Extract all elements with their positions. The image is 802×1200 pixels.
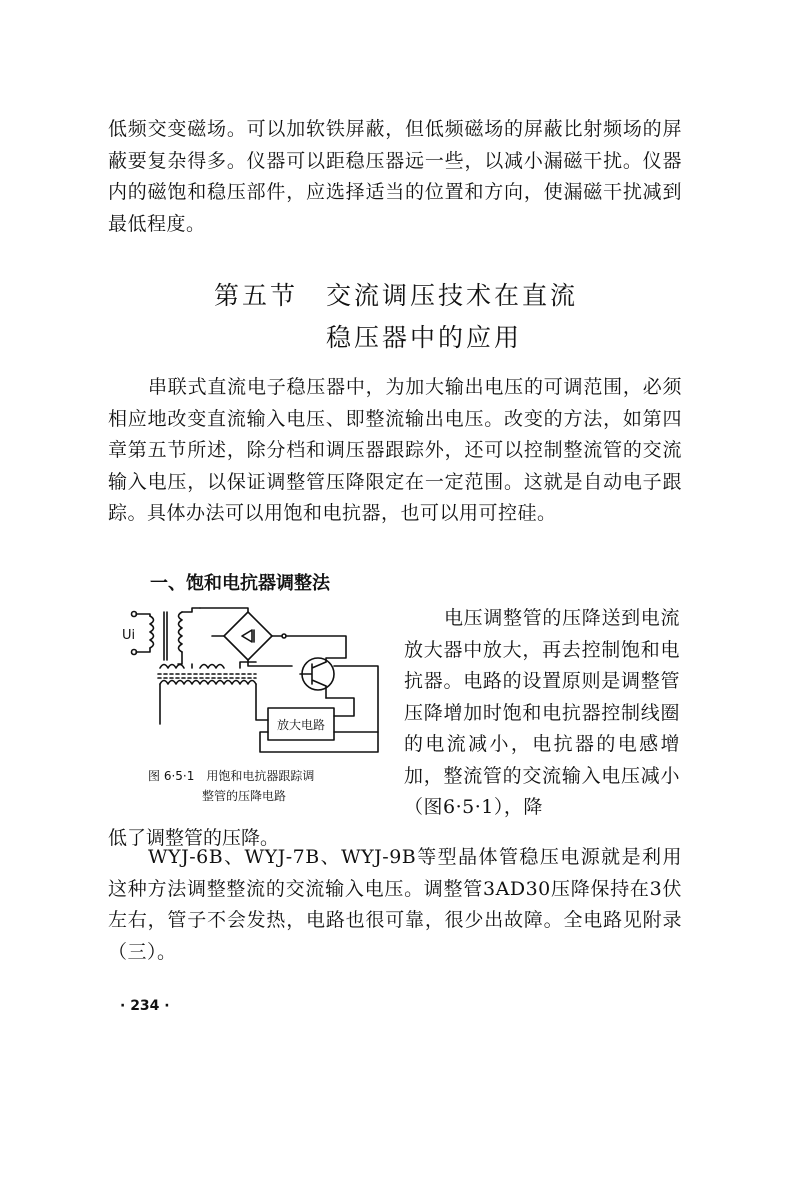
amplifier-label: 放大电路	[276, 718, 326, 732]
circuit-diagram	[120, 602, 392, 762]
reactor-coil-right	[200, 665, 224, 669]
figure-caption	[148, 766, 378, 806]
subsection-heading: 一、饱和电抗器调整法	[150, 573, 330, 594]
body-paragraph-3: WYJ-6B、WYJ-7B、WYJ-9B等型晶体管稳压电源就是利用这种方法调整整流的交流输入电压。调整管3AD30压降保持在3伏左右，管子不会发热，电路也很可靠，很少出故障。全电路见附录（三）。	[108, 846, 682, 963]
figure-caption-line-2: 整管的压降电路	[202, 789, 287, 803]
reactor-coil-left	[160, 665, 184, 669]
section-title-line-1: 第五节 交流调压技术在直流	[214, 281, 579, 310]
figure-side-paragraph-tail: 低了调整管的压降。	[108, 827, 280, 849]
input-voltage-label: Ui	[122, 628, 136, 643]
body-paragraph-1: 低频交变磁场。可以加软铁屏蔽，但低频磁场的屏蔽比射频场的屏蔽要复杂得多。仪器可以距稳压器远一些，以减小漏磁干扰。仪器内的磁饱和稳压部件，应选择适当的位置和方向，使漏磁干扰减到最低程度。	[108, 118, 682, 235]
figure-caption-line-1: 图 6·5·1 用饱和电抗器跟踪调	[148, 769, 315, 783]
diode-icon	[242, 630, 254, 642]
figure-side-paragraph: 电压调整管的压降送到电流放大器中放大，再去控制饱和电抗器。电路的设置原则是调整管压降增加时饱和电抗器控制线圈的电流减小，电抗器的电感增加，整流管的交流输入电压减小（图6·5·1），降	[404, 607, 680, 818]
bridge-rectifier	[224, 612, 272, 660]
transformer-secondary-coil	[179, 612, 183, 652]
transformer-core	[164, 612, 167, 660]
page-number: · 234 ·	[120, 998, 170, 1014]
transformer-primary-coil	[150, 616, 154, 648]
body-paragraph-2: 串联式直流电子稳压器中，为加大输出电压的可调范围，必须相应地改变直流输入电压、即整流输出电压。改变的方法，如第四章第五节所述，除分档和调压器跟踪外，还可以控制整流管的交流输入电压，以保证调整管压降限定在一定范围。这就是自动电子跟踪。具体办法可以用饱和电抗器，也可以用可控硅。	[108, 376, 682, 524]
section-title-line-2: 稳压器中的应用	[326, 323, 523, 352]
reactor-control-winding	[160, 681, 256, 685]
